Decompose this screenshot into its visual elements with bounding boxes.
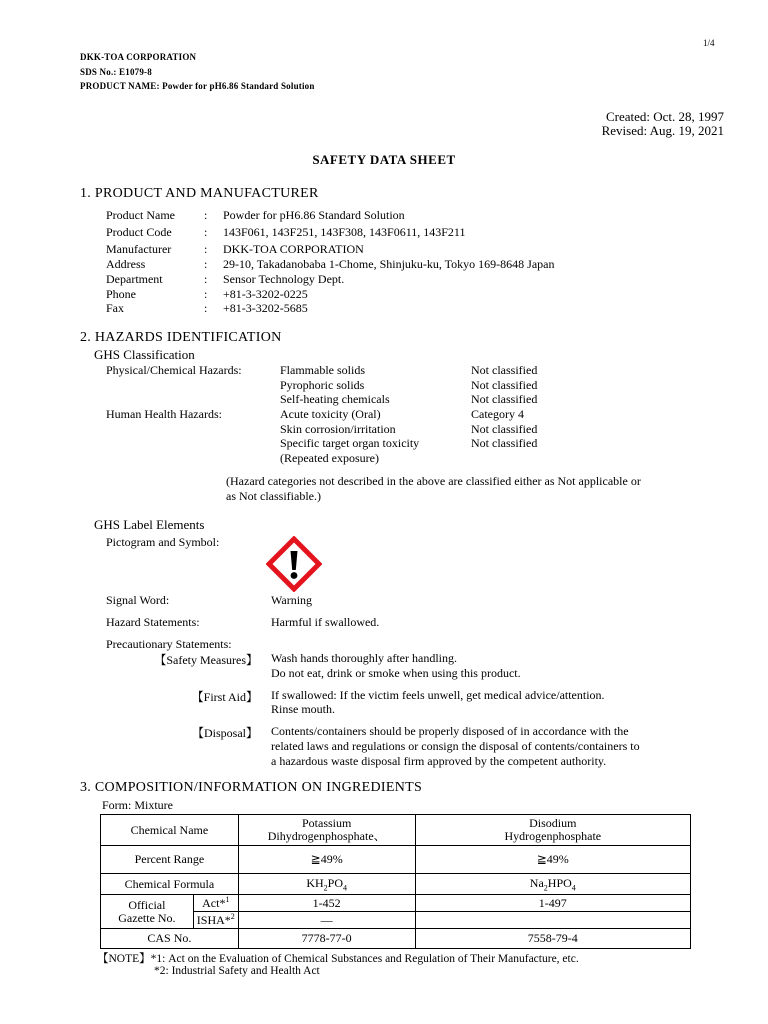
physical-hazards-label: Physical/Chemical Hazards: <box>106 363 242 377</box>
ghs-label-elements-heading: GHS Label Elements <box>94 517 205 532</box>
form-text: Form: Mixture <box>102 798 173 812</box>
hazard-statements-label: Hazard Statements: <box>106 615 200 629</box>
row-value: +81-3-3202-0225 <box>223 287 308 301</box>
formula-part: KH <box>306 875 324 890</box>
row-value: Powder for pH6.86 Standard Solution <box>223 208 405 222</box>
formula-sub: 2 <box>323 883 328 893</box>
hazard-class: Not classified <box>471 392 538 406</box>
formula-sub: 4 <box>343 883 348 893</box>
table-cell: 1-497 <box>415 895 690 912</box>
safety-measures-label: 【Safety Measures】 <box>154 653 258 667</box>
official-gazette-label <box>101 895 194 929</box>
table-row <box>101 874 691 895</box>
disposal-line2: related laws and regulations or consign the disposal of contents/containers to <box>271 739 640 753</box>
disodium-header <box>415 815 690 846</box>
colon: : <box>204 272 208 286</box>
row-label: Phone <box>106 287 136 301</box>
composition-table <box>100 814 691 949</box>
row-label: Address <box>106 257 146 271</box>
first-aid-line2: Rinse mouth. <box>271 702 336 716</box>
safety-line1: Wash hands thoroughly after handling. <box>271 651 457 665</box>
hazard-class: Not classified <box>471 378 538 392</box>
table-cell: ≧49% <box>238 846 415 874</box>
isha-label <box>193 912 238 929</box>
colon: : <box>204 242 208 256</box>
document-title: SAFETY DATA SHEET <box>312 152 456 167</box>
header-line: Disodium <box>529 816 577 830</box>
table-cell <box>415 912 690 929</box>
pictogram-label: Pictogram and Symbol: <box>106 535 220 549</box>
hazard-statements: Harmful if swallowed. <box>271 615 380 629</box>
precautionary-label: Precautionary Statements: <box>106 637 232 651</box>
percent-range-label: Percent Range <box>101 846 239 874</box>
isha-sup: 2 <box>230 912 235 921</box>
label-line: Official <box>128 897 166 912</box>
footnote-2: *2: Industrial Safety and Health Act <box>154 965 320 977</box>
chemical-formula-label: Chemical Formula <box>101 874 239 895</box>
hazard-class: Category 4 <box>471 407 524 421</box>
cas-no-label: CAS No. <box>101 929 239 949</box>
hazard-name: Flammable solids <box>280 363 365 377</box>
hazard-name: (Repeated exposure) <box>280 451 379 465</box>
table-cell: ≧49% <box>415 846 690 874</box>
exclamation-mark-diamond-icon <box>266 536 322 592</box>
company-header: DKK-TOA CORPORATION <box>80 52 197 62</box>
hazard-name: Skin corrosion/irritation <box>280 422 396 436</box>
disposal-line1: Contents/containers should be properly disposed of in accordance with the <box>271 724 629 738</box>
disposal-label: 【Disposal】 <box>191 726 258 740</box>
sds-number: SDS No.: E1079-8 <box>80 67 152 77</box>
formula-sub: 4 <box>571 883 576 893</box>
header-line: Dihydrogenphosphate、 <box>267 829 386 843</box>
first-aid-label: 【First Aid】 <box>191 690 258 704</box>
table-row <box>101 929 691 949</box>
act-text: Act* <box>202 896 226 910</box>
row-value: 29-10, Takadanobaba 1-Chome, Shinjuku-ku, Tokyo 169-8648 Japan <box>223 257 555 271</box>
colon: : <box>204 301 208 315</box>
health-hazards-label: Human Health Hazards: <box>106 407 222 421</box>
row-label: Product Name <box>106 208 175 222</box>
created-date: Created: Oct. 28, 1997 <box>605 109 724 124</box>
row-label: Fax <box>106 301 124 315</box>
row-value: 143F061, 143F251, 143F308, 143F0611, 143F211 <box>223 225 466 239</box>
act-sup: 1 <box>225 895 230 904</box>
hazard-name: Specific target organ toxicity <box>280 436 420 450</box>
table-cell: 1-452 <box>238 895 415 912</box>
row-label: Product Code <box>106 225 172 239</box>
hazard-class: Not classified <box>471 422 538 436</box>
colon: : <box>204 225 208 239</box>
table-row <box>101 815 691 846</box>
table-cell: — <box>238 912 415 929</box>
section2-heading: 2. HAZARDS IDENTIFICATION <box>80 330 282 345</box>
section3-heading: 3. COMPOSITION/INFORMATION ON INGREDIENTS <box>80 780 423 795</box>
row-value: Sensor Technology Dept. <box>223 272 345 286</box>
row-label: Department <box>106 272 163 286</box>
isha-text: ISHA* <box>196 913 231 927</box>
colon: : <box>204 287 208 301</box>
hazard-name: Pyrophoric solids <box>280 378 365 392</box>
formula-cell <box>238 874 415 895</box>
hazard-note-line2: as Not classifiable.) <box>226 489 321 503</box>
hazard-note-line1: (Hazard categories not described in the above are classified either as Not applicable or <box>226 474 641 488</box>
table-cell: 7558-79-4 <box>415 929 690 949</box>
potassium-header <box>238 815 415 846</box>
act-label <box>193 895 238 912</box>
ghs-classification-heading: GHS Classification <box>94 347 195 362</box>
table-cell: 7778-77-0 <box>238 929 415 949</box>
row-value: +81-3-3202-5685 <box>223 301 308 315</box>
formula-part: HPO <box>547 875 572 890</box>
colon: : <box>204 208 208 222</box>
first-aid-line1: If swallowed: If the victim feels unwell, get medical advice/attention. <box>271 688 605 702</box>
section1-heading: 1. PRODUCT AND MANUFACTURER <box>80 186 319 201</box>
header-line: Potassium <box>302 816 352 830</box>
colon: : <box>204 257 208 271</box>
table-row <box>101 895 691 912</box>
formula-part: Na <box>529 875 544 890</box>
formula-part: PO <box>327 875 344 890</box>
signal-word-label: Signal Word: <box>106 593 170 607</box>
hazard-class: Not classified <box>471 363 538 377</box>
table-row <box>101 846 691 874</box>
row-value: DKK-TOA CORPORATION <box>223 242 364 256</box>
safety-line2: Do not eat, drink or smoke when using this product. <box>271 666 521 680</box>
chemical-name-header: Chemical Name <box>101 815 239 846</box>
disposal-line3: a hazardous waste disposal firm approved by the competent authority. <box>271 754 607 768</box>
product-name-header: PRODUCT NAME: Powder for pH6.86 Standard Solution <box>80 81 315 91</box>
hazard-name: Self-heating chemicals <box>280 392 390 406</box>
signal-word: Warning <box>271 593 313 607</box>
page-number: 1/4 <box>703 38 715 48</box>
revised-date: Revised: Aug. 19, 2021 <box>601 123 724 138</box>
footnote-1: 【NOTE】*1: Act on the Evaluation of Chemical Substances and Regulation of Their Manufacture, etc. <box>97 953 579 965</box>
formula-cell <box>415 874 690 895</box>
header-line: Hydrogenphosphate <box>504 829 602 843</box>
formula-sub: 2 <box>543 883 548 893</box>
row-label: Manufacturer <box>106 242 172 256</box>
hazard-class: Not classified <box>471 436 538 450</box>
hazard-name: Acute toxicity (Oral) <box>280 407 381 421</box>
label-line: Gazette No. <box>118 910 176 925</box>
